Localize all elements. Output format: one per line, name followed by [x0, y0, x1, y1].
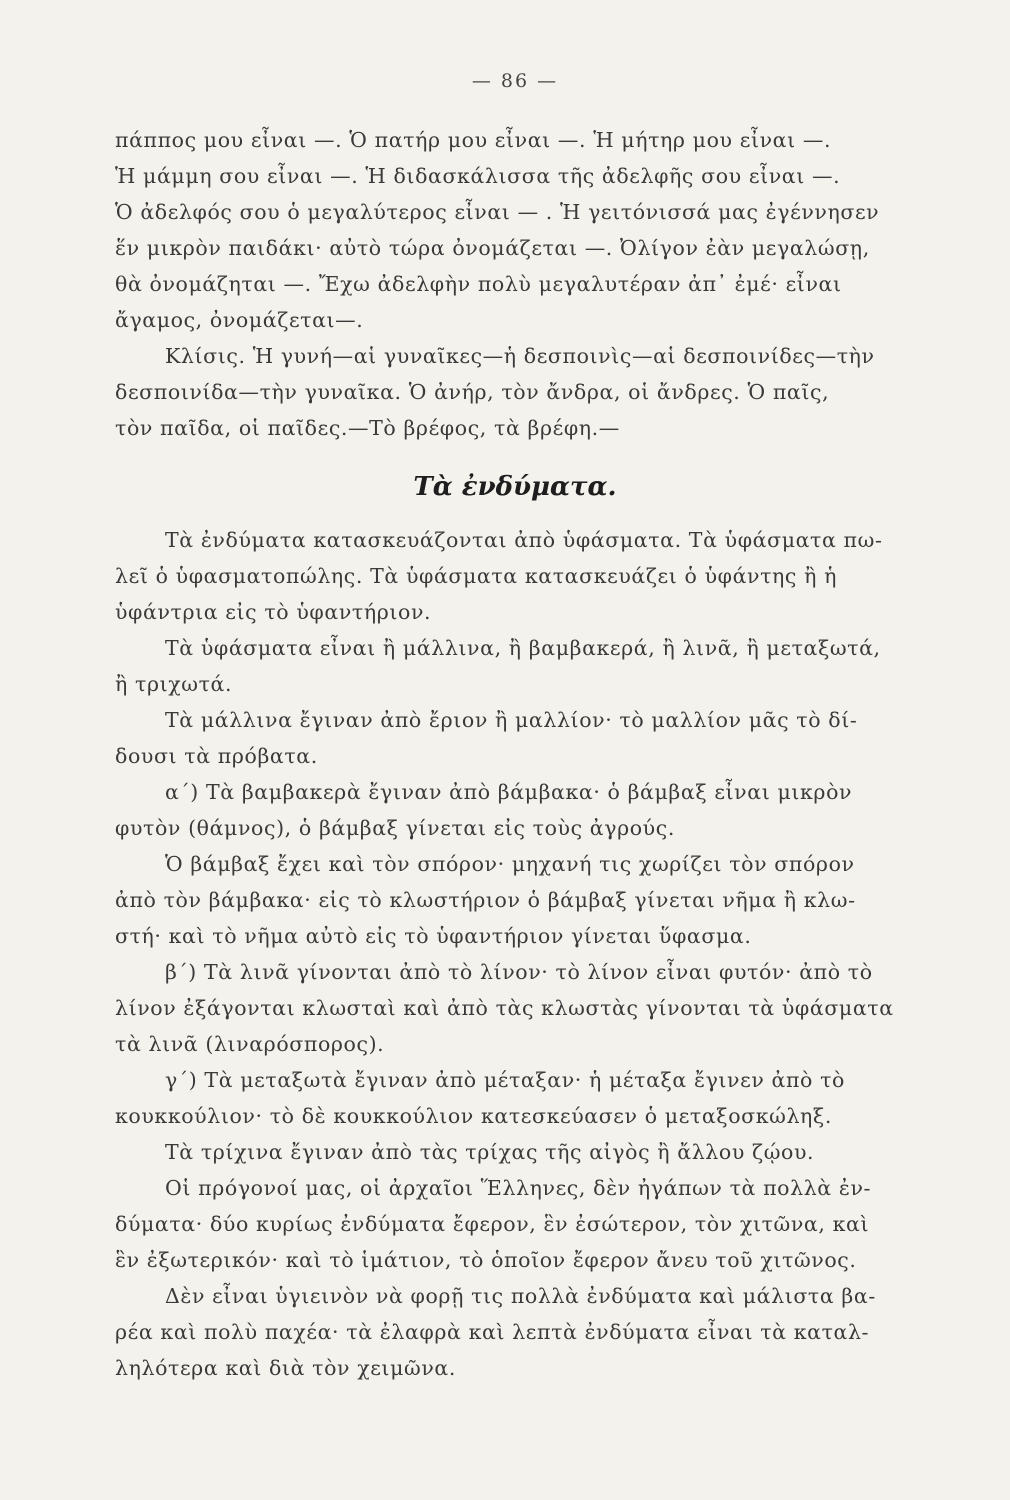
- text-line: τὸν παῖδα, οἱ παῖδες.—Τὸ βρέφος, τὰ βρέφη.—: [115, 416, 620, 440]
- text-line: θὰ ὀνομάζηται —. Ἔχω ἀδελφὴν πολὺ μεγαλυτέραν ἀπ᾽ ἐμέ· εἶναι: [115, 272, 842, 296]
- section-title: Τὰ ἐνδύματα.: [413, 472, 617, 502]
- text-line: τὰ λινᾶ (λιναρόσπορος).: [115, 1032, 385, 1056]
- text-line: ρέα καὶ πολὺ παχέα· τὰ ἐλαφρὰ καὶ λεπτὰ ἐνδύματα εἶναι τὰ καταλ-: [115, 1320, 870, 1344]
- declension-block: [115, 338, 915, 446]
- text-line: Οἱ πρόγονοί μας, οἱ ἀρχαῖοι Ἕλληνες, δὲν ἠγάπων τὰ πολλὰ ἐν-: [165, 1176, 872, 1200]
- text-line: ἢ τριχωτά.: [115, 672, 233, 696]
- text-line: ἕν μικρὸν παιδάκι· αὐτὸ τώρα ὀνομάζεται —. Ὀλίγον ἐὰν μεγαλώσῃ,: [115, 236, 870, 260]
- text-line: λεῖ ὁ ὑφασματοπώλης. Τὰ ὑφάσματα κατασκευάζει ὁ ὑφάντης ἢ ἡ: [115, 564, 837, 588]
- exercise-block: [115, 122, 915, 338]
- text-line: Τὰ μάλλινα ἔγιναν ἀπὸ ἔριον ἢ μαλλίον· τὸ μαλλίον μᾶς τὸ δί-: [165, 708, 858, 732]
- text-line: φυτὸν (θάμνος), ὁ βάμβαξ γίνεται εἰς τοὺς ἀγρούς.: [115, 816, 675, 840]
- text-line: ἄγαμος, ὀνομάζεται—.: [115, 308, 364, 332]
- text-line: ληλότερα καὶ διὰ τὸν χειμῶνα.: [115, 1356, 456, 1380]
- text-line: δουσι τὰ πρόβατα.: [115, 744, 318, 768]
- text-line: ἓν ἐξωτερικόν· καὶ τὸ ἱμάτιον, τὸ ὁποῖον ἔφερον ἄνευ τοῦ χιτῶνος.: [115, 1248, 857, 1272]
- text-line: πάππος μου εἶναι —. Ὁ πατήρ μου εἶναι —. Ἡ μήτηρ μου εἶναι —.: [115, 128, 832, 152]
- text-line: Κλίσις. Ἡ γυνή—αἱ γυναῖκες—ἡ δεσποινὶς—αἱ δεσποινίδες—τὴν: [165, 344, 875, 368]
- text-line: Δὲν εἶναι ὑγιεινὸν νὰ φορῇ τις πολλὰ ἐνδύματα καὶ μάλιστα βα-: [165, 1284, 876, 1308]
- text-line: Τὰ ἐνδύματα κατασκευάζονται ἀπὸ ὑφάσματα. Τὰ ὑφάσματα πω-: [165, 528, 883, 552]
- body-text: [115, 522, 915, 1386]
- text-line: λίνον ἐξάγονται κλωσταὶ καὶ ἀπὸ τὰς κλωστὰς γίνονται τὰ ὑφάσματα: [115, 996, 894, 1020]
- text-line: α΄) Τὰ βαμβακερὰ ἔγιναν ἀπὸ βάμβακα· ὁ βάμβαξ εἶναι μικρὸν: [165, 780, 853, 804]
- text-line: δεσποινίδα—τὴν γυναῖκα. Ὁ ἀνήρ, τὸν ἄνδρα, οἱ ἄνδρες. Ὁ παῖς,: [115, 380, 830, 404]
- text-line: στή· καὶ τὸ νῆμα αὐτὸ εἰς τὸ ὑφαντήριον γίνεται ὕφασμα.: [115, 924, 752, 948]
- text-line: Τὰ τρίχινα ἔγιναν ἀπὸ τὰς τρίχας τῆς αἰγὸς ἢ ἄλλου ζῴου.: [165, 1140, 815, 1164]
- text-line: Ἡ μάμμη σου εἶναι —. Ἡ διδασκάλισσα τῆς ἀδελφῆς σου εἶναι —.: [115, 164, 841, 188]
- page-number: — 86 —: [471, 70, 559, 92]
- text-line: κουκκούλιον· τὸ δὲ κουκκούλιον κατεσκεύασεν ὁ μεταξοσκώληξ.: [115, 1104, 832, 1128]
- text-line: Τὰ ὑφάσματα εἶναι ἢ μάλλινα, ἢ βαμβακερά, ἢ λινᾶ, ἢ μεταξωτά,: [165, 636, 881, 660]
- text-line: ὑφάντρια εἰς τὸ ὑφαντήριον.: [115, 600, 432, 624]
- text-line: Ὁ βάμβαξ ἔχει καὶ τὸν σπόρον· μηχανή τις χωρίζει τὸν σπόρον: [165, 852, 855, 876]
- text-line: γ΄) Τὰ μεταξωτὰ ἔγιναν ἀπὸ μέταξαν· ἡ μέταξα ἔγινεν ἀπὸ τὸ: [165, 1068, 845, 1092]
- text-line: ἀπὸ τὸν βάμβακα· εἰς τὸ κλωστήριον ὁ βάμβαξ γίνεται νῆμα ἢ κλω-: [115, 888, 856, 912]
- text-line: δύματα· δύο κυρίως ἐνδύματα ἔφερον, ἓν ἐσώτερον, τὸν χιτῶνα, καὶ: [115, 1212, 870, 1236]
- text-line: β΄) Τὰ λινᾶ γίνονται ἀπὸ τὸ λίνον· τὸ λίνον εἶναι φυτόν· ἀπὸ τὸ: [165, 960, 873, 984]
- text-line: Ὁ ἀδελφός σου ὁ μεγαλύτερος εἶναι — . Ἡ γειτόνισσά μας ἐγέννησεν: [115, 200, 880, 224]
